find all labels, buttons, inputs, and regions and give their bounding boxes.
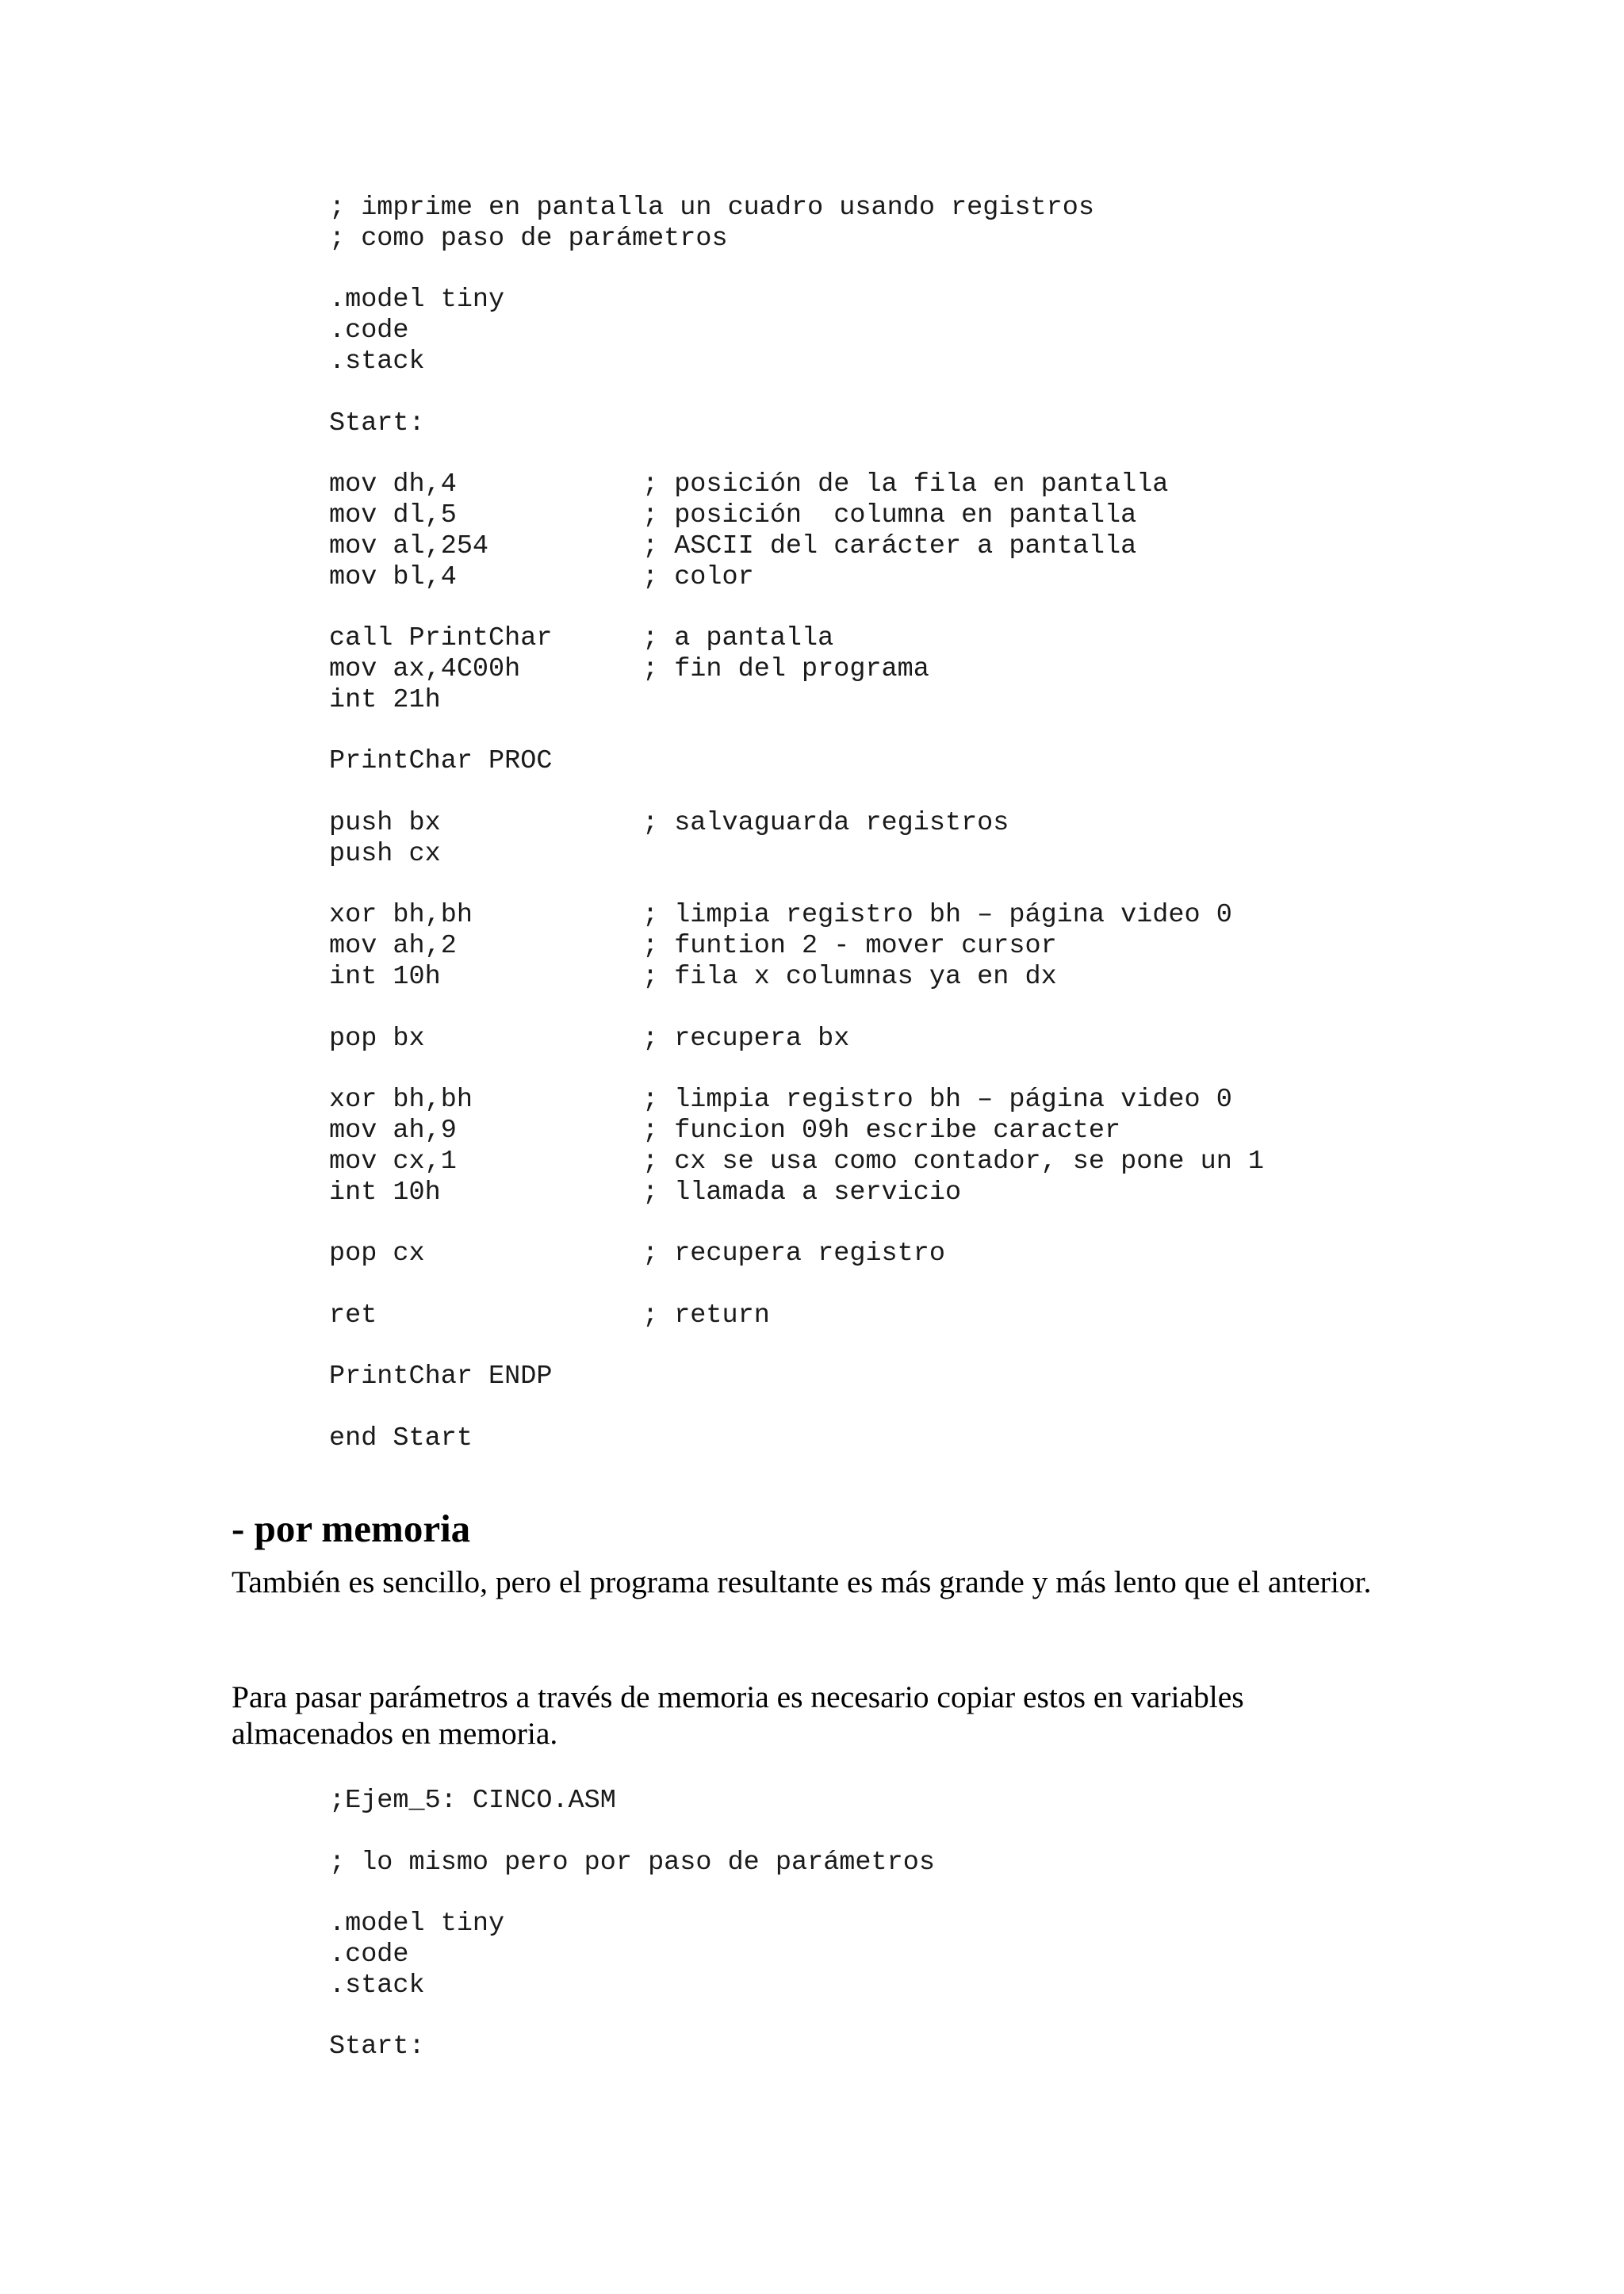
code-comment: ; salvaguarda registros: [642, 807, 1009, 838]
code-line: [329, 1178, 1264, 1208]
code-instruction: Start:: [329, 2032, 425, 2062]
code-line: [329, 1085, 1264, 1116]
code-line: [329, 1300, 1264, 1331]
code-line: [329, 316, 1264, 347]
code-instruction: mov ah,2: [329, 931, 457, 962]
code-line: [329, 1909, 935, 1940]
code-line: [329, 1270, 1264, 1300]
code-line: [329, 870, 1264, 901]
code-line: [329, 1116, 1264, 1147]
code-comment: ; fila x columnas ya en dx: [642, 961, 1057, 992]
code-comment: ; color: [642, 561, 754, 592]
code-line: [329, 1239, 1264, 1270]
code-instruction: ;Ejem_5: CINCO.ASM: [329, 1786, 616, 1816]
code-line: [329, 2001, 935, 2032]
code-line: [329, 1331, 1264, 1361]
paragraph-memory-params: Para pasar parámetros a través de memoria es necesario copiar estos en variables almacenados en memoria.: [232, 1679, 1244, 1751]
code-line: [329, 1147, 1264, 1178]
code-line: [329, 224, 1264, 255]
code-line: [329, 531, 1264, 562]
code-comment: ; posición columna en pantalla: [642, 500, 1137, 530]
code-line: [329, 500, 1264, 531]
code-comment: ; a pantalla: [642, 623, 834, 654]
code-instruction: int 10h: [329, 961, 441, 992]
code-line: [329, 962, 1264, 993]
code-instruction: .stack: [329, 346, 425, 377]
code-instruction: call PrintChar: [329, 623, 553, 654]
code-comment: ; ASCII del carácter a pantalla: [642, 530, 1137, 561]
code-comment: ; cx se usa como contador, se pone un 1: [642, 1146, 1265, 1177]
code-instruction: ; lo mismo pero por paso de parámetros: [329, 1847, 935, 1878]
code-comment: ; fin del programa: [642, 653, 929, 684]
code-line: [329, 255, 1264, 285]
paragraph-description: También es sencillo, pero el programa resultante es más grande y más lento que el anterior.: [232, 1564, 1372, 1599]
code-line: [329, 1940, 935, 1970]
code-instruction: mov ax,4C00h: [329, 653, 521, 684]
code-block-memory: [329, 1786, 935, 2062]
code-instruction: .model tiny: [329, 1909, 505, 1940]
code-line: [329, 777, 1264, 808]
code-line: [329, 285, 1264, 316]
code-comment: ; recupera registro: [642, 1239, 945, 1270]
code-instruction: .code: [329, 316, 409, 347]
section-heading: - por memoria: [232, 1507, 471, 1550]
code-instruction: .code: [329, 1939, 409, 1970]
code-line: [329, 900, 1264, 931]
code-line: [329, 439, 1264, 469]
code-instruction: Start:: [329, 408, 425, 439]
code-line: [329, 347, 1264, 377]
code-line: [329, 1024, 1264, 1055]
code-instruction: pop bx: [329, 1023, 425, 1054]
code-line: [329, 1848, 935, 1878]
code-instruction: mov dl,5: [329, 500, 457, 530]
code-line: [329, 1208, 1264, 1239]
code-line: [329, 1392, 1264, 1423]
code-line: [329, 993, 1264, 1024]
code-comment: ; funtion 2 - mover cursor: [642, 931, 1057, 962]
code-instruction: ; como paso de parámetros: [329, 223, 728, 254]
code-line: [329, 623, 1264, 654]
code-instruction: xor bh,bh: [329, 900, 473, 931]
code-instruction: PrintChar PROC: [329, 746, 553, 777]
code-instruction: pop cx: [329, 1239, 425, 1270]
code-comment: ; return: [642, 1300, 770, 1331]
code-line: [329, 562, 1264, 593]
code-line: [329, 1878, 935, 1909]
code-line: [329, 931, 1264, 962]
code-line: [329, 654, 1264, 685]
code-comment: ; recupera bx: [642, 1023, 850, 1054]
code-line: [329, 1054, 1264, 1085]
code-line: [329, 716, 1264, 747]
code-instruction: int 10h: [329, 1177, 441, 1208]
code-instruction: mov dh,4: [329, 469, 457, 500]
code-instruction: xor bh,bh: [329, 1085, 473, 1116]
code-line: [329, 839, 1264, 870]
code-instruction: .stack: [329, 1970, 425, 2001]
code-comment: ; limpia registro bh – página video 0: [642, 1085, 1232, 1116]
code-comment: ; funcion 09h escribe caracter: [642, 1115, 1121, 1146]
code-line: [329, 1817, 935, 1848]
code-line: [329, 193, 1264, 224]
code-line: [329, 377, 1264, 408]
code-instruction: push cx: [329, 838, 441, 869]
code-line: [329, 2032, 935, 2062]
code-line: [329, 592, 1264, 623]
code-instruction: mov al,254: [329, 530, 489, 561]
code-instruction: .model tiny: [329, 285, 505, 316]
code-instruction: mov bl,4: [329, 561, 457, 592]
code-instruction: int 21h: [329, 684, 441, 715]
code-line: [329, 746, 1264, 777]
code-comment: ; limpia registro bh – página video 0: [642, 900, 1232, 931]
code-line: [329, 1786, 935, 1817]
code-comment: ; posición de la fila en pantalla: [642, 469, 1169, 500]
code-block-registers: [329, 193, 1264, 1454]
code-instruction: ret: [329, 1300, 377, 1331]
code-comment: ; llamada a servicio: [642, 1177, 962, 1208]
code-instruction: mov cx,1: [329, 1146, 457, 1177]
code-instruction: PrintChar ENDP: [329, 1361, 553, 1392]
code-line: [329, 685, 1264, 716]
code-instruction: ; imprime en pantalla un cuadro usando registros: [329, 193, 1094, 223]
code-line: [329, 1970, 935, 2001]
code-line: [329, 1423, 1264, 1454]
code-line: [329, 469, 1264, 500]
code-line: [329, 808, 1264, 839]
code-instruction: end Start: [329, 1423, 473, 1453]
code-line: [329, 1361, 1264, 1392]
code-instruction: push bx: [329, 807, 441, 838]
code-instruction: mov ah,9: [329, 1115, 457, 1146]
code-line: [329, 408, 1264, 439]
